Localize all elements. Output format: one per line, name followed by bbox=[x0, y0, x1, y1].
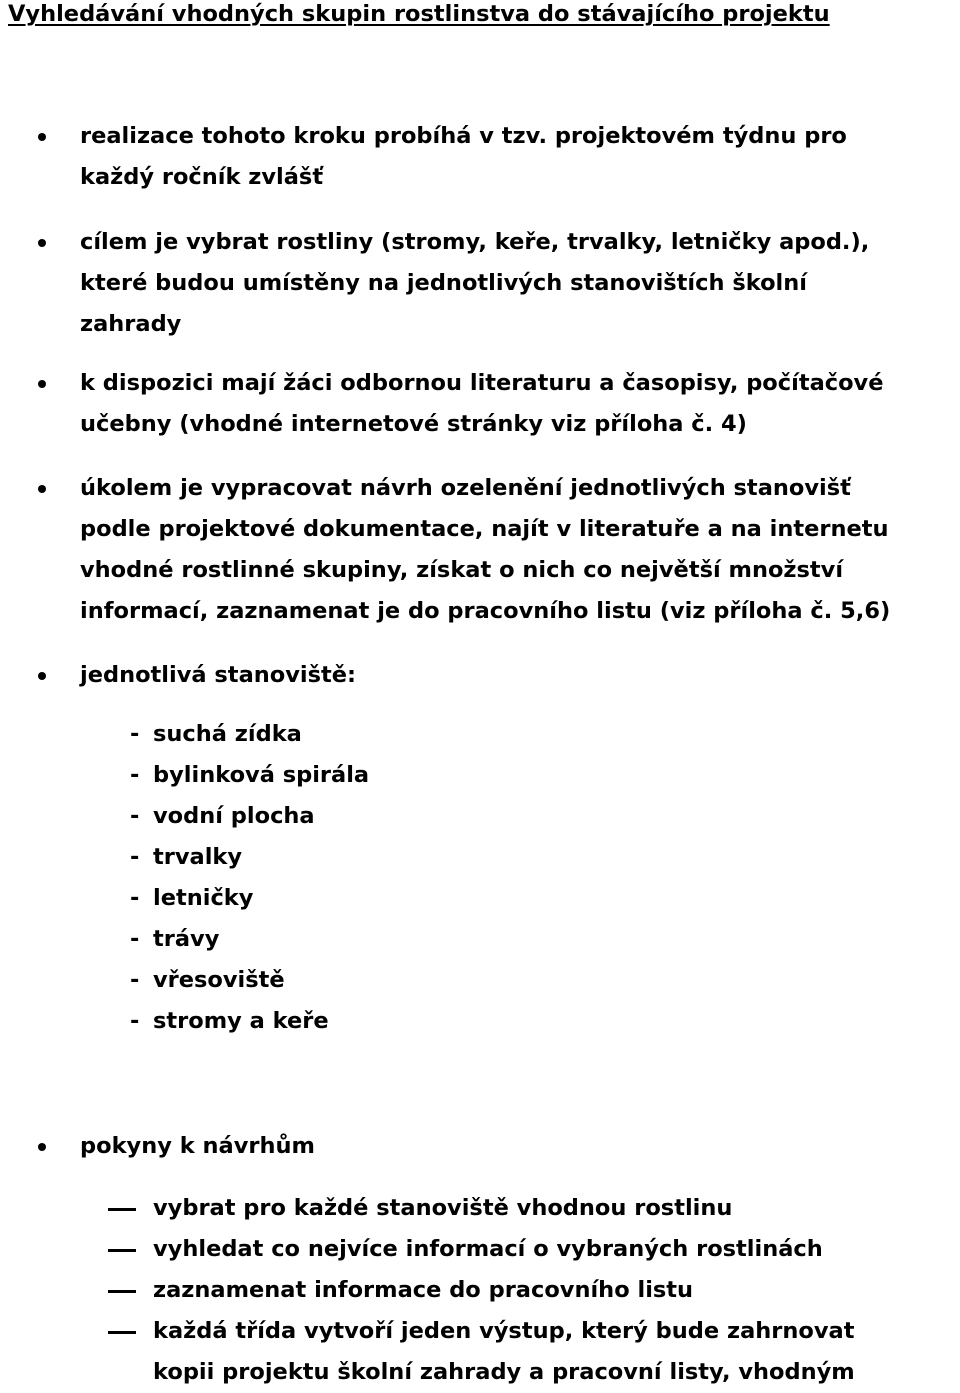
dash-marker: - bbox=[130, 967, 140, 993]
stanoviste-item: suchá zídka bbox=[153, 721, 302, 747]
dash-marker bbox=[108, 1331, 136, 1334]
list-item-line: zahrady bbox=[80, 311, 182, 337]
page-title: Vyhledávání vhodných skupin rostlinstva do stávajícího projektu bbox=[8, 1, 830, 27]
list-item-line: cílem je vybrat rostliny (stromy, keře, trvalky, letničky apod.), bbox=[80, 229, 870, 255]
bullet-icon bbox=[38, 1143, 46, 1151]
stanoviste-item: vodní plocha bbox=[153, 803, 315, 829]
pokyn-item-continuation: kopii projektu školní zahrady a pracovní listy, vhodným bbox=[153, 1359, 855, 1385]
dash-marker bbox=[108, 1249, 136, 1252]
stanoviste-item: bylinková spirála bbox=[153, 762, 370, 788]
stanoviste-item: letničky bbox=[153, 885, 254, 911]
list-item-line: úkolem je vypracovat návrh ozelenění jednotlivých stanovišť bbox=[80, 475, 851, 501]
bullet-icon bbox=[38, 380, 46, 388]
dash-marker bbox=[108, 1208, 136, 1211]
dash-marker bbox=[108, 1290, 136, 1293]
list-item-line: podle projektové dokumentace, najít v literatuře a na internetu bbox=[80, 516, 889, 542]
bullet-icon bbox=[38, 133, 46, 141]
list-item-line: jednotlivá stanoviště: bbox=[80, 662, 357, 688]
stanoviste-item: vřesoviště bbox=[153, 967, 285, 993]
list-item-line: realizace tohoto kroku probíhá v tzv. projektovém týdnu pro bbox=[80, 123, 847, 149]
list-item-line: informací, zaznamenat je do pracovního listu (viz příloha č. 5,6) bbox=[80, 598, 891, 624]
pokyn-item: každá třída vytvoří jeden výstup, který bude zahrnovat bbox=[153, 1318, 855, 1344]
bullet-icon bbox=[38, 672, 46, 680]
pokyn-item: vyhledat co nejvíce informací o vybraných rostlinách bbox=[153, 1236, 823, 1262]
bullet-icon bbox=[38, 485, 46, 493]
list-item-line: vhodné rostlinné skupiny, získat o nich co největší množství bbox=[80, 557, 844, 583]
dash-marker: - bbox=[130, 885, 140, 911]
dash-marker: - bbox=[130, 844, 140, 870]
bullet-icon bbox=[38, 239, 46, 247]
list-item-line: učebny (vhodné internetové stránky viz příloha č. 4) bbox=[80, 411, 747, 437]
pokyn-item: vybrat pro každé stanoviště vhodnou rostlinu bbox=[153, 1195, 733, 1221]
list-item-line: které budou umístěny na jednotlivých stanovištích školní bbox=[80, 270, 807, 296]
list-item-line: pokyny k návrhům bbox=[80, 1133, 315, 1159]
stanoviste-item: trávy bbox=[153, 926, 220, 952]
dash-marker: - bbox=[130, 803, 140, 829]
stanoviste-item: trvalky bbox=[153, 844, 243, 870]
list-item-line: k dispozici mají žáci odbornou literaturu a časopisy, počítačové bbox=[80, 370, 884, 396]
dash-marker: - bbox=[130, 926, 140, 952]
stanoviste-item: stromy a keře bbox=[153, 1008, 329, 1034]
list-item-line: každý ročník zvlášť bbox=[80, 164, 324, 190]
dash-marker: - bbox=[130, 1008, 140, 1034]
pokyn-item: zaznamenat informace do pracovního listu bbox=[153, 1277, 694, 1303]
dash-marker: - bbox=[130, 721, 140, 747]
dash-marker: - bbox=[130, 762, 140, 788]
